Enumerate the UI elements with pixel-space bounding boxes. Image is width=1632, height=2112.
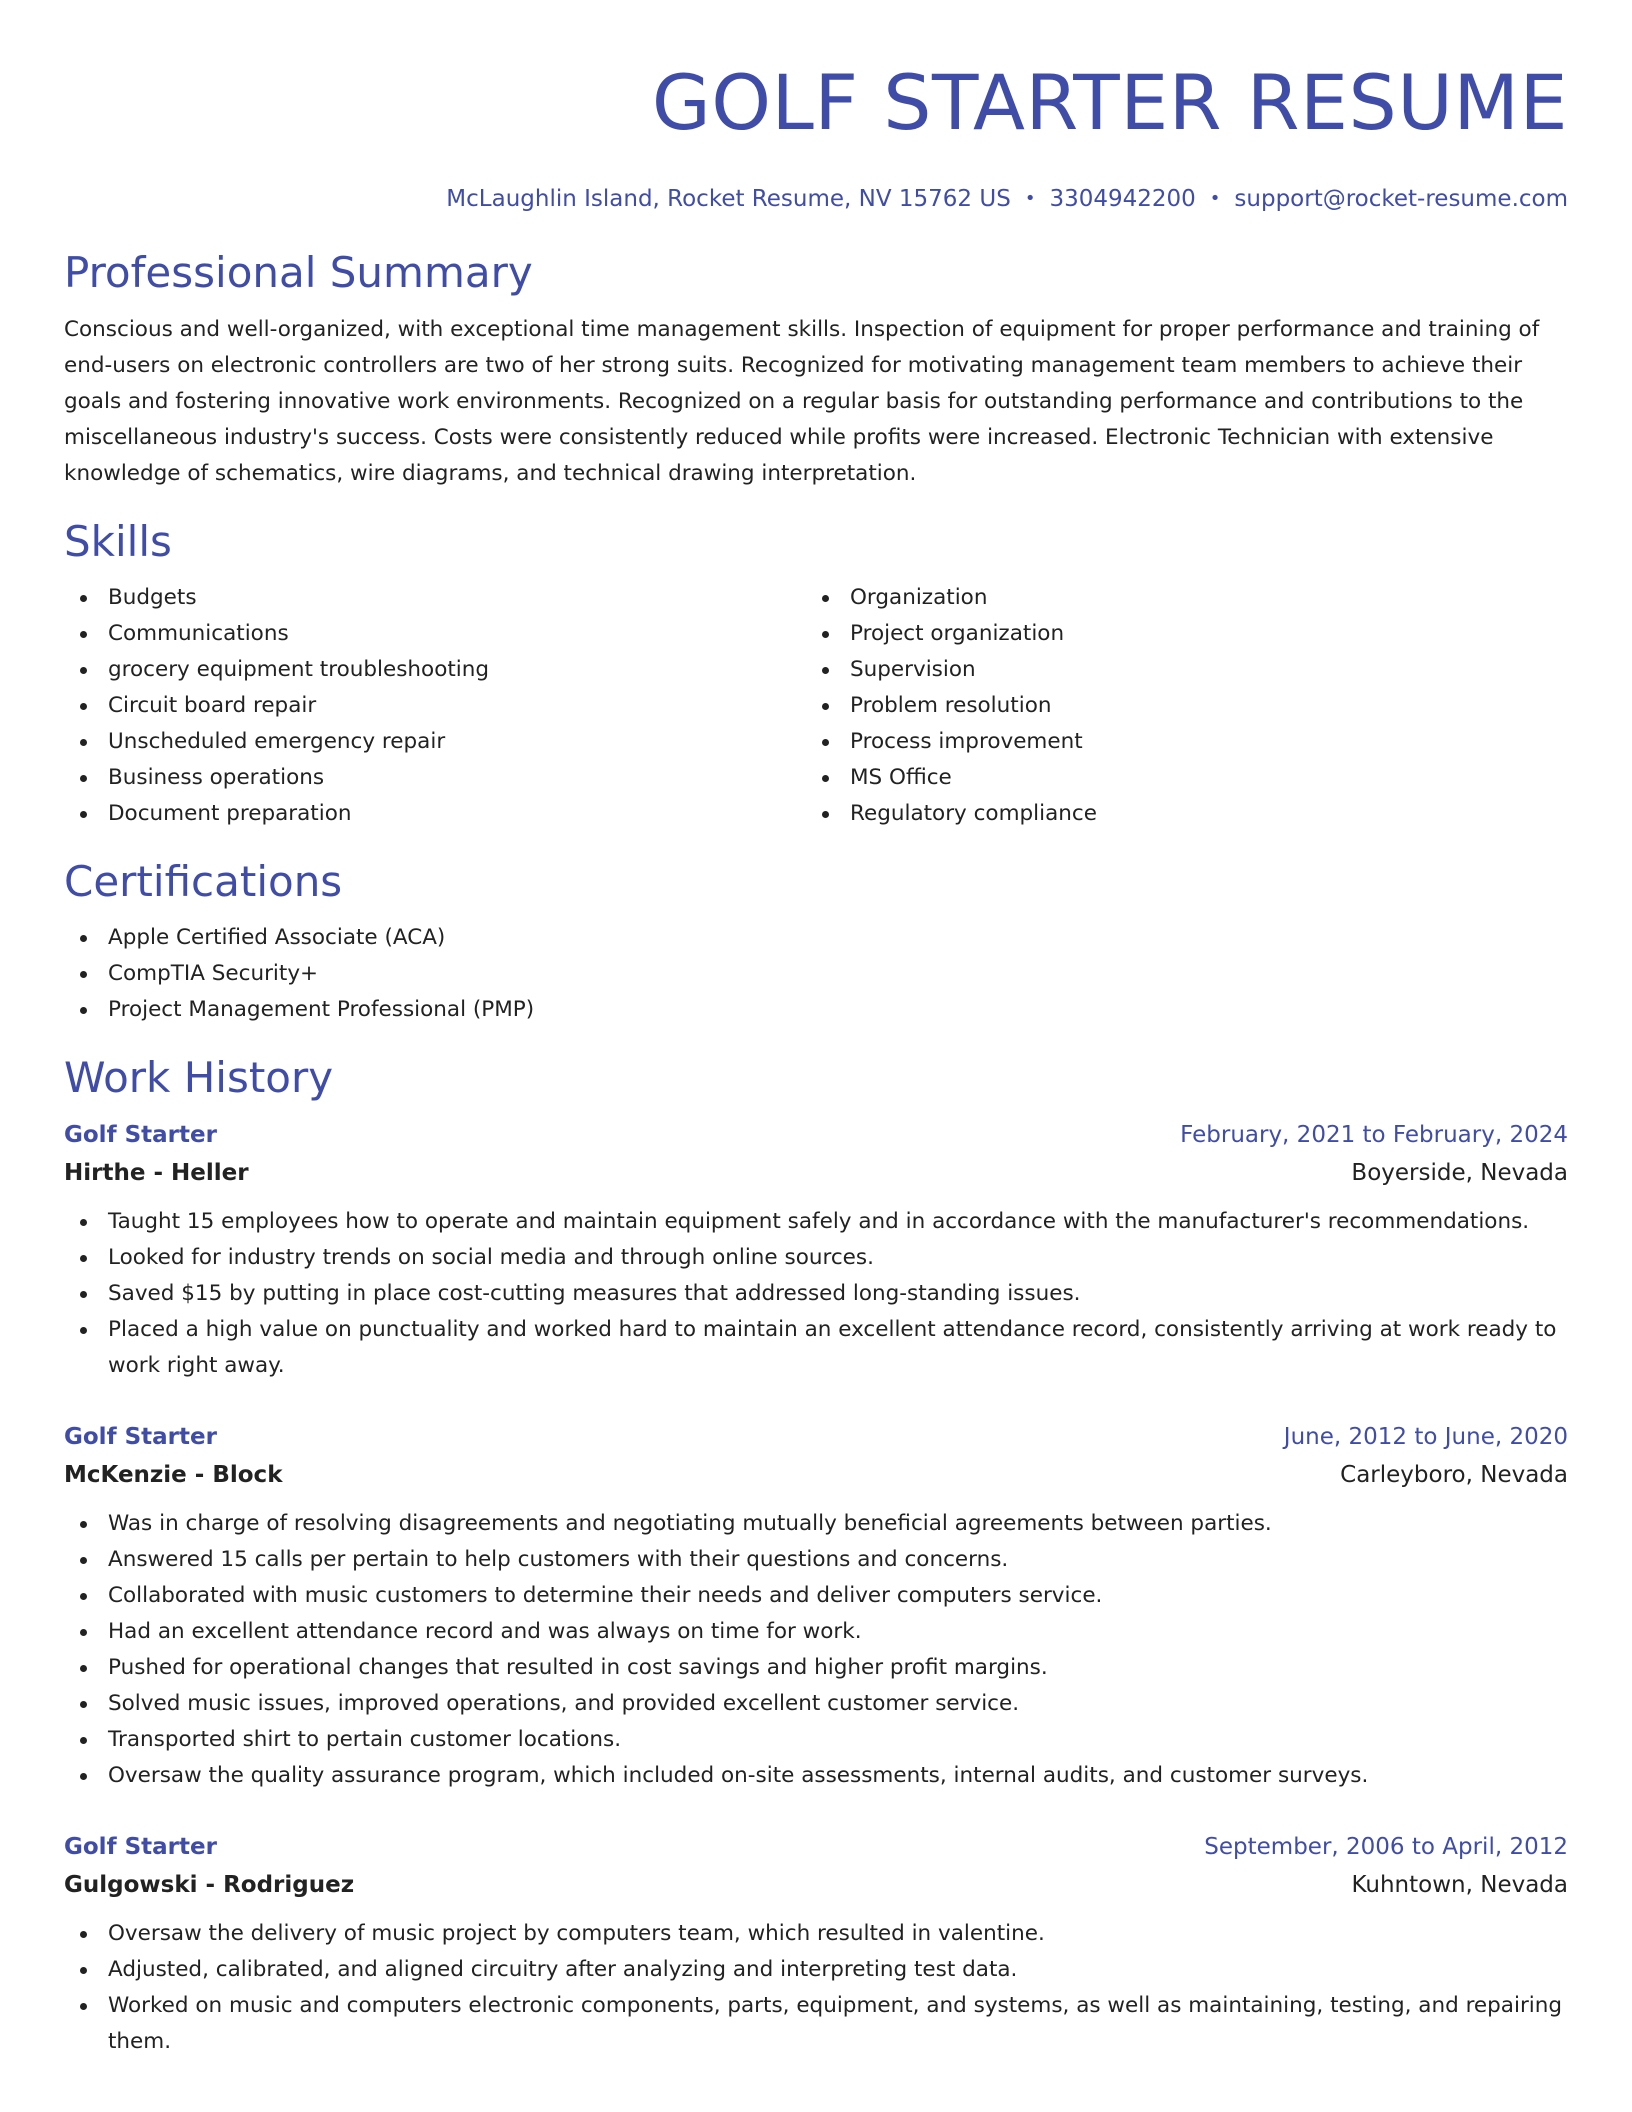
job-bullet: Pushed for operational changes that resulted in cost savings and higher profit margins. — [64, 1650, 1568, 1686]
job-bullet: Oversaw the quality assurance program, which included on-site assessments, internal audits, and customer surveys. — [64, 1758, 1568, 1794]
job-bullet: Oversaw the delivery of music project by computers team, which resulted in valentine. — [64, 1916, 1568, 1952]
job-title: Golf Starter — [64, 1834, 217, 1860]
skill-item: Document preparation — [64, 796, 806, 832]
job-bullet: Saved $15 by putting in place cost-cutting measures that addressed long-standing issues. — [64, 1276, 1568, 1312]
contact-line — [64, 184, 1568, 216]
job-location: Kuhntown, Nevada — [1351, 1872, 1568, 1898]
job-header-row — [64, 1418, 1568, 1456]
job-bullets — [64, 1204, 1568, 1384]
job-header-row — [64, 1116, 1568, 1154]
contact-separator: • — [1024, 188, 1036, 209]
certifications-list — [64, 920, 1568, 1028]
skill-item: Circuit board repair — [64, 688, 806, 724]
skill-item: Process improvement — [806, 724, 1548, 760]
job-title: Golf Starter — [64, 1424, 217, 1450]
job-bullet: Solved music issues, improved operations, and provided excellent customer service. — [64, 1686, 1568, 1722]
skill-item: Budgets — [64, 580, 806, 616]
job-company: Gulgowski - Rodriguez — [64, 1872, 355, 1898]
contact-address: McLaughlin Island, Rocket Resume, NV 15762 US — [446, 186, 1011, 212]
certification-item: Apple Certified Associate (ACA) — [64, 920, 1568, 956]
job-company: McKenzie - Block — [64, 1462, 283, 1488]
job-title: Golf Starter — [64, 1122, 217, 1148]
job-bullet: Looked for industry trends on social media and through online sources. — [64, 1240, 1568, 1276]
contact-email: support@rocket-resume.com — [1234, 186, 1568, 212]
job-bullets — [64, 1506, 1568, 1794]
skills-grid — [64, 580, 1568, 832]
section-title-work-history: Work History — [64, 1053, 334, 1102]
resume-page — [64, 0, 1568, 2060]
resume-title: GOLF STARTER RESUME — [651, 58, 1568, 147]
job-company: Hirthe - Heller — [64, 1160, 249, 1186]
job-dates: September, 2006 to April, 2012 — [1204, 1834, 1568, 1860]
job-bullet: Had an excellent attendance record and was always on time for work. — [64, 1614, 1568, 1650]
job-dates: February, 2021 to February, 2024 — [1180, 1122, 1568, 1148]
job-company-row — [64, 1456, 1568, 1494]
skill-item: Project organization — [806, 616, 1548, 652]
skills-list-left — [64, 580, 806, 832]
skill-item: Business operations — [64, 760, 806, 796]
job-bullets — [64, 1916, 1568, 2060]
section-title-skills: Skills — [64, 517, 172, 566]
certification-item: Project Management Professional (PMP) — [64, 992, 1568, 1028]
job-bullet: Taught 15 employees how to operate and maintain equipment safely and in accordance with the manufacturer's recommendations. — [64, 1204, 1568, 1240]
job-bullet: Transported shirt to pertain customer locations. — [64, 1722, 1568, 1758]
job-bullet: Adjusted, calibrated, and aligned circuitry after analyzing and interpreting test data. — [64, 1952, 1568, 1988]
skill-item: Unscheduled emergency repair — [64, 724, 806, 760]
skills-list-right — [806, 580, 1548, 832]
job-header-row — [64, 1828, 1568, 1866]
job-company-row — [64, 1154, 1568, 1192]
summary-text: Conscious and well-organized, with exceptional time management skills. Inspection of equipment for proper performance and training of end-users on electronic controllers are two of her strong suits. Recognized for motivating management team members to achieve their goals and fostering innovative work environments. Recognized on a regular basis for outstanding performance and contributions to the miscellaneous industry's success. Costs were consistently reduced while profits were increased. Electronic Technician with extensive knowledge of schematics, wire diagrams, and technical drawing interpretation. — [64, 317, 1540, 486]
skill-item: Organization — [806, 580, 1548, 616]
job-bullet: Collaborated with music customers to determine their needs and deliver computers service. — [64, 1578, 1568, 1614]
contact-phone: 3304942200 — [1049, 186, 1196, 212]
job-dates: June, 2012 to June, 2020 — [1283, 1424, 1568, 1450]
section-title-certifications: Certifications — [64, 857, 343, 906]
job-company-row — [64, 1866, 1568, 1904]
job-entry — [64, 1418, 1568, 1794]
job-bullet: Was in charge of resolving disagreements and negotiating mutually beneficial agreements between parties. — [64, 1506, 1568, 1542]
job-bullet: Worked on music and computers electronic components, parts, equipment, and systems, as well as maintaining, testing, and repairing them. — [64, 1988, 1568, 2060]
job-entry — [64, 1116, 1568, 1384]
skill-item: Communications — [64, 616, 806, 652]
skill-item: Regulatory compliance — [806, 796, 1548, 832]
skill-item: MS Office — [806, 760, 1548, 796]
job-bullet: Placed a high value on punctuality and worked hard to maintain an excellent attendance record, consistently arriving at work ready to work right away. — [64, 1312, 1568, 1384]
skill-item: Supervision — [806, 652, 1548, 688]
certification-item: CompTIA Security+ — [64, 956, 1568, 992]
job-bullet: Answered 15 calls per pertain to help customers with their questions and concerns. — [64, 1542, 1568, 1578]
skill-item: Problem resolution — [806, 688, 1548, 724]
contact-separator: • — [1209, 188, 1221, 209]
job-entry — [64, 1828, 1568, 2060]
section-title-summary: Professional Summary — [64, 248, 533, 297]
skill-item: grocery equipment troubleshooting — [64, 652, 806, 688]
job-location: Carleyboro, Nevada — [1340, 1462, 1568, 1488]
job-location: Boyerside, Nevada — [1351, 1160, 1568, 1186]
